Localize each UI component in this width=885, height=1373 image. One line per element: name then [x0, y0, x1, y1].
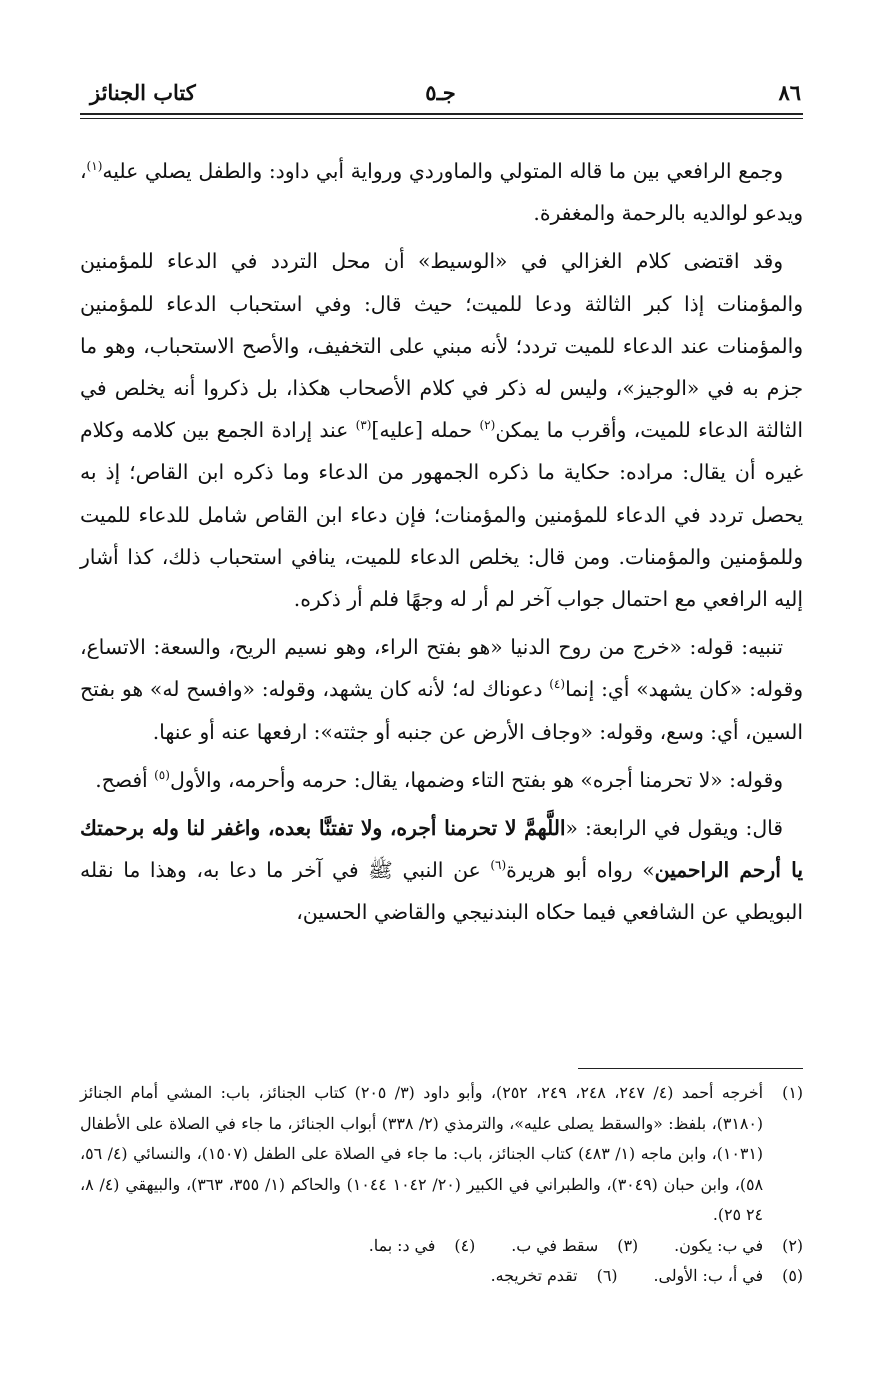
paragraph-4: [80, 759, 803, 801]
footnote-3: [511, 1231, 638, 1261]
footnote-text: تقدم تخريجه.: [490, 1265, 578, 1285]
footnote-ref-3: (٣): [355, 418, 372, 433]
text-run: قال: ويقول في الرابعة: «: [565, 816, 783, 841]
paragraph-3: [80, 626, 803, 753]
footnote-number: (٢): [782, 1235, 803, 1255]
volume-label: جـ٥: [425, 80, 456, 105]
running-header: [78, 76, 803, 110]
footnote-text: أخرجه أحمد (٤/ ٢٤٧، ٢٤٨، ٢٤٩، ٢٥٢)، وأبو داود (٣/ ٢٠٥) كتاب الجنائز، باب: المشي أمام الجنائز (٣١٨٠)، بلفظ: «والسقط يصلى عليه»، والترمذي (٢/ ٣٣٨) أبواب الجنائز، ما جاء في الصلاة على الأطفال (١٠٣١)، وابن ماجه (١/ ٤٨٣) كتاب الجنائز، باب: ما جاء في الصلاة على الطفل (١٥٠٧)، والنسائي (٤/ ٥٦، ٥٨)، وابن حبان (٣٠٤٩)، والطبراني في الكبير (٢٠/ ١٠٤٢ ١٠٤٤) والحاكم (١/ ٣٥٥، ٣٦٣)، والبيهقي (٤/ ٨، ٢٤ ٢٥).: [80, 1083, 764, 1224]
footnote-separator: [578, 1068, 803, 1069]
footnote-1: [80, 1078, 803, 1231]
text-run: ، ويدعو لوالديه بالرحمة والمغفرة.: [80, 159, 803, 226]
footnote-ref-4: (٤): [549, 677, 566, 692]
footnote-ref-5: (٥): [154, 768, 170, 783]
text-run: تنبيه: قوله: «خرج من روح الدنيا «هو بفتح الراء، وهو نسيم الريح، والسعة: الاتساع، وقوله: «كان يشهد» أي: إنما: [80, 635, 803, 702]
footnote-text: في د: بما.: [368, 1235, 436, 1255]
text-run: أفصح.: [95, 767, 155, 792]
footnote-ref-2: (٢): [479, 418, 496, 433]
footnote-6: [491, 1261, 618, 1291]
book-title: كتاب الجنائز: [90, 80, 196, 105]
text-run: حمله [عليه]: [371, 418, 480, 443]
page-number: ٨٦: [778, 80, 801, 105]
footnotes: [80, 1078, 803, 1291]
footnote-5: [654, 1261, 804, 1291]
footnote-number: (١): [782, 1083, 803, 1102]
text-run: وجمع الرافعي بين ما قاله المتولي والماوردي ورواية أبي داود: والطفل يصلي عليه: [102, 159, 783, 183]
footnote-number: (٣): [617, 1235, 639, 1255]
footnote-text: سقط في ب.: [511, 1235, 599, 1255]
quoted-supplication: اللَّهمَّ لا تحرمنا أجره، ولا تفتنَّا بعده، واغفر لنا وله برحمتك يا أرحم الراحمين: [80, 816, 803, 883]
main-text: [80, 150, 803, 940]
footnote-ref-6: (٦): [490, 858, 507, 873]
paragraph-2: [80, 240, 803, 620]
footnote-number: (٥): [782, 1265, 803, 1285]
footnote-row: [80, 1231, 803, 1261]
footnote-text: في أ، ب: الأولى.: [653, 1265, 763, 1285]
footnote-text: في ب: يكون.: [674, 1235, 763, 1255]
footnote-number: (٤): [454, 1235, 476, 1255]
text-run: عند إرادة الجمع بين كلامه وكلام غيره أن يقال: مراده: حكاية ما ذكره الجمهور من الدعاء وما ذكره ابن القاص؛ إذ به يحصل تردد في الدعاء للمؤمنين والمؤمنات؛ فإن دعاء ابن القاص شامل للدعاء للميت وللمؤمنين والمؤمنات. ومن قال: يخلص الدعاء للميت، ينافي استحباب ذلك، كذا أشار إليه الرافعي مع احتمال جواب آخر لم أر له وجهًا فلم أر ذكره.: [80, 418, 803, 612]
footnote-row: [80, 1261, 803, 1291]
footnote-number: (٦): [596, 1265, 618, 1285]
header-rule-thick: [80, 113, 803, 115]
footnote-ref-1: (١): [86, 159, 103, 174]
text-run: » رواه أبو هريرة: [506, 858, 655, 883]
paragraph-1: [80, 150, 803, 234]
footnote-2: [674, 1231, 803, 1261]
paragraph-5: [80, 807, 803, 934]
header-rule-thin: [80, 118, 803, 119]
text-run: عن النبي ﷺ في آخر ما دعا به، وهذا ما نقله البويطي عن الشافعي فيما حكاه البندنيجي والقاضي الحسين،: [80, 858, 803, 925]
text-run: دعوناك له؛ لأنه كان يشهد، وقوله: «وافسح له» هو بفتح السين، أي: وسع، وقوله: «وجاف الأرض عن جنبه أو جثته»: ارفعها عنه أو عنها.: [80, 677, 803, 744]
footnote-4: [369, 1231, 475, 1261]
text-run: وقوله: «لا تحرمنا أجره» هو بفتح التاء وضمها، يقال: حرمه وأحرمه، والأول: [169, 767, 783, 792]
text-run: وقد اقتضى كلام الغزالي في «الوسيط» أن محل التردد في الدعاء للمؤمنين والمؤمنات إذا كبر الثالثة ودعا للميت؛ حيث قال: وفي استحباب الدعاء للمؤمنين والمؤمنات عند الدعاء للميت تردد؛ لأنه مبني على التخفيف، والأصح الاستحباب، وهو ما جزم به في «الوجيز»، وليس له ذكر في كلام الأصحاب هكذا، بل ذكروا أنه يخلص في الثالثة الدعاء للميت، وأقرب ما يمكن: [80, 249, 803, 443]
